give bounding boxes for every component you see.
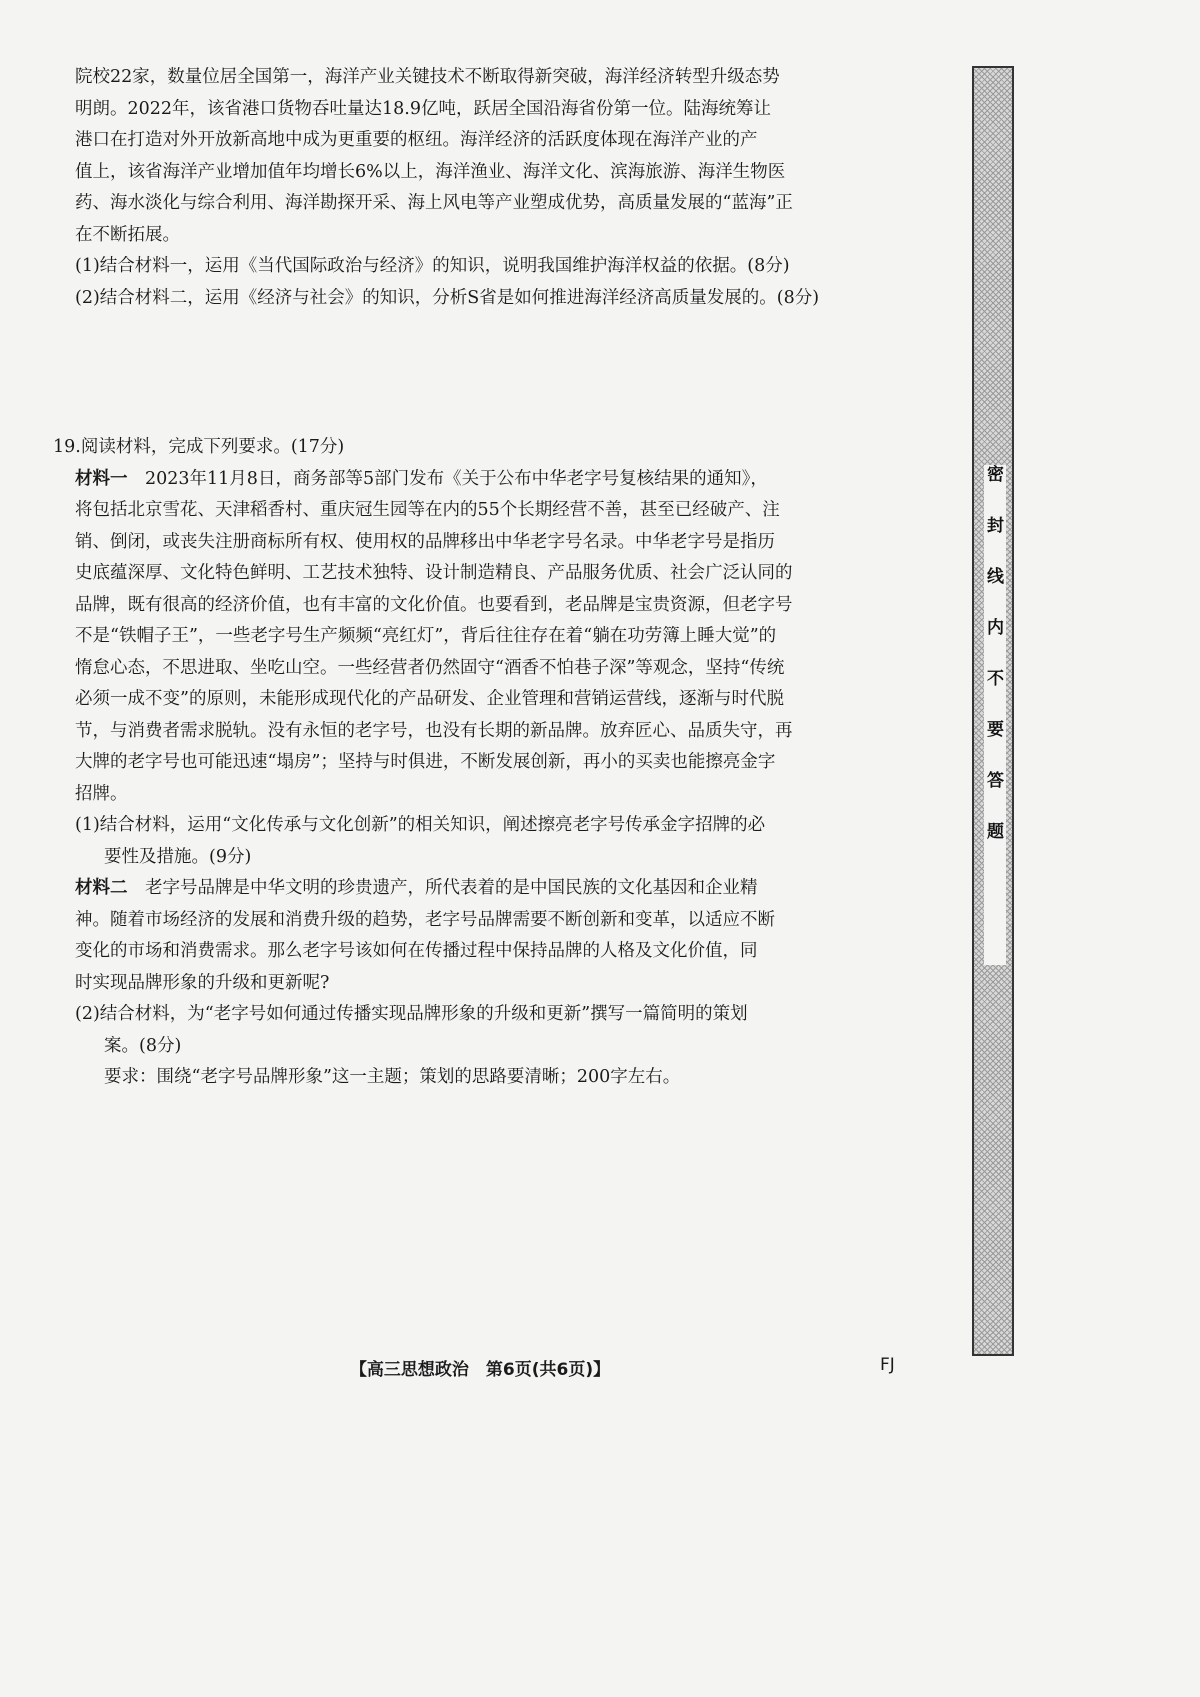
text-line: 值上，该省海洋产业增加值年均增长6%以上，海洋渔业、海洋文化、滨海旅游、海洋生物医	[75, 161, 786, 182]
text-line: 院校22家，数量位居全国第一，海洋产业关键技术不断取得新突破，海洋经济转型升级态势	[75, 67, 780, 87]
q18-sub2: (2)结合材料二，运用《经济与社会》的知识，分析S省是如何推进海洋经济高质量发展的。(8分)	[75, 287, 820, 308]
text-line: 必须一成不变”的原则，未能形成现代化的产品研发、企业管理和营销运营线，逐渐与时代脱	[75, 689, 784, 709]
text-line: 将包括北京雪花、天津稻香村、重庆冠生园等在内的55个长期经营不善，甚至已经破产、注	[75, 500, 780, 520]
material-two-continuation	[75, 62, 910, 251]
text-line: (1)结合材料，运用“文化传承与文化创新”的相关知识，阐述擦亮老字号传承金字招牌的必	[75, 815, 766, 835]
material2-label: 材料二	[75, 878, 128, 898]
q19-material1	[75, 464, 910, 811]
page-footer-code: FJ	[880, 1355, 895, 1375]
answer-gap	[75, 314, 910, 432]
text-line: 药、海水淡化与综合利用、海洋勘探开采、海上风电等产业塑成优势，高质量发展的“蓝海”正	[75, 193, 793, 213]
q19-requirement: 要求：围绕“老字号品牌形象”这一主题；策划的思路要清晰；200字左右。	[104, 1067, 681, 1087]
text-line: 招牌。	[75, 783, 128, 804]
text-line: 神。随着市场经济的发展和消费升级的趋势，老字号品牌需要不断创新和变革，以适应不断	[75, 909, 775, 930]
text-line: 销、倒闭，或丧失注册商标所有权、使用权的品牌移出中华老字号名录。中华老字号是指历	[75, 531, 775, 552]
text-line: 案。(8分)	[104, 1035, 182, 1056]
page-footer-label: 【高三思想政治 第6页(共6页)】	[349, 1360, 611, 1380]
text-line: 港口在打造对外开放新高地中成为更重要的枢纽。海洋经济的活跃度体现在海洋产业的产	[75, 130, 758, 150]
text-line: 在不断拓展。	[75, 224, 180, 245]
q19-heading: 19.阅读材料，完成下列要求。(17分)	[53, 437, 345, 457]
text-line: 材料一 2023年11月8日，商务部等5部门发布《关于公布中华老字号复核结果的通知》，	[75, 468, 768, 489]
q19-material2	[75, 873, 910, 999]
q19-sub1	[75, 810, 910, 873]
text-line: 节，与消费者需求脱轨。没有永恒的老字号，也没有长期的新品牌。放弃匠心、品质失守，再	[75, 720, 793, 741]
text-line: 要性及措施。(9分)	[104, 846, 252, 867]
q18-sub1: (1)结合材料一，运用《当代国际政治与经济》的知识，说明我国维护海洋权益的依据。(8分)	[75, 256, 790, 276]
text-line: 惰怠心态，不思进取、坐吃山空。一些经营者仍然固守“酒香不怕巷子深”等观念，坚持“传统	[75, 657, 785, 678]
text-line: 史底蕴深厚、文化特色鲜明、工艺技术独特、设计制造精良、产品服务优质、社会广泛认同的	[75, 563, 793, 583]
seal-text: 密封线内不要答题	[984, 465, 1006, 965]
text-line: 不是“铁帽子王”，一些老字号生产频频“亮红灯”，背后往往存在着“躺在功劳簿上睡大觉”的	[75, 626, 777, 646]
text-line: 时实现品牌形象的升级和更新呢?	[75, 972, 330, 993]
text-line: (2)结合材料，为“老字号如何通过传播实现品牌形象的升级和更新”撰写一篇简明的策划	[75, 1004, 748, 1024]
text-line: 变化的市场和消费需求。那么老字号该如何在传播过程中保持品牌的人格及文化价值，同	[75, 941, 758, 961]
text-line: 大牌的老字号也可能迅速“塌房”；坚持与时俱进，不断发展创新，再小的买卖也能擦亮金字	[75, 752, 776, 772]
q19-sub2	[75, 999, 910, 1062]
text-line: 品牌，既有很高的经济价值，也有丰富的文化价值。也要看到，老品牌是宝贵资源，但老字号	[75, 594, 793, 615]
page-content	[53, 62, 910, 1094]
text-line: 明朗。2022年，该省港口货物吞吐量达18.9亿吨，跃居全国沿海省份第一位。陆海统筹让	[75, 98, 771, 119]
material1-label: 材料一	[75, 468, 128, 489]
text-line: 材料二 老字号品牌是中华文明的珍贵遗产，所代表着的是中国民族的文化基因和企业精	[75, 878, 758, 898]
